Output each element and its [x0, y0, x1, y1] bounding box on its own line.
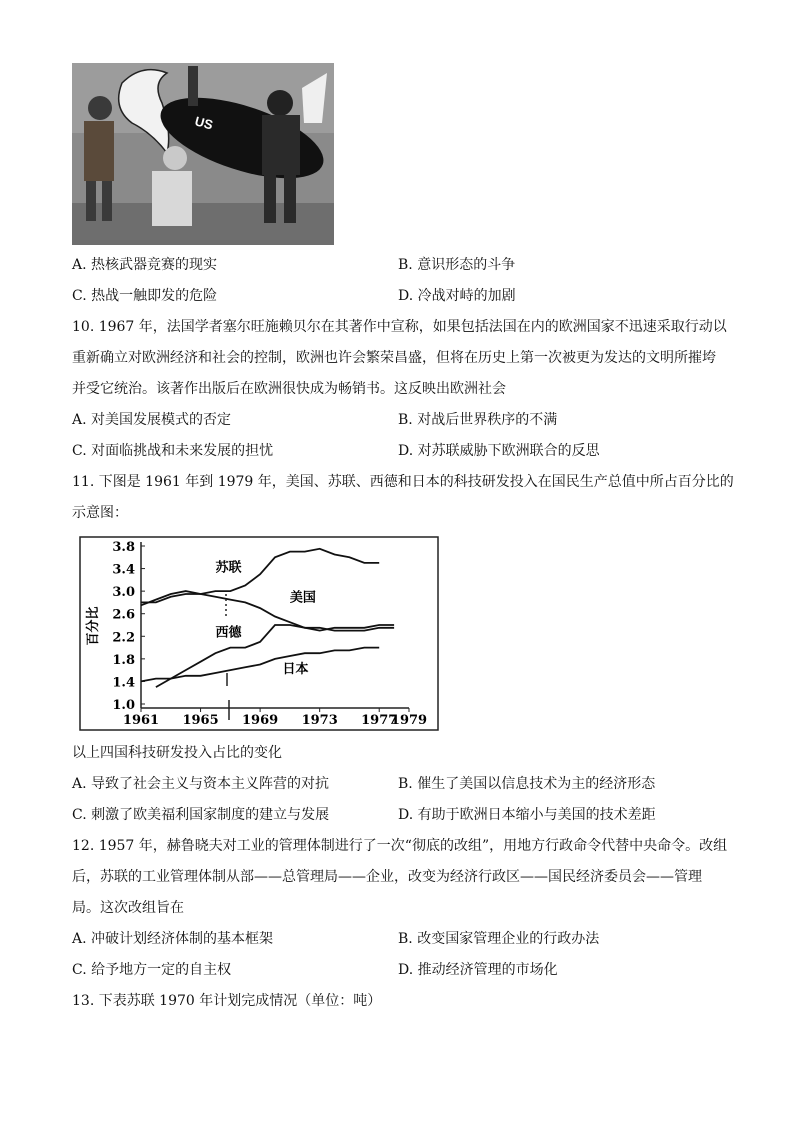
x-tick-label: 1969: [242, 713, 279, 728]
q12-stem-line-3: 局。这次改组旨在: [72, 900, 184, 916]
rd-spending-chart: [79, 536, 439, 731]
series-label: 美国: [289, 590, 316, 606]
y-tick-label: 1.8: [112, 652, 135, 668]
q11-stem-line-1: 11. 下图是 1961 年到 1979 年，美国、苏联、西德和日本的科技研发投入在国民生产总值中所占百分比的: [72, 474, 734, 490]
q12-stem-line-1: 12. 1957 年，赫鲁晓夫对工业的管理体制进行了一次“彻底的改组”，用地方行政命令代替中央命令。改组: [72, 838, 728, 854]
q11-option-d: D. 有助于欧洲日本缩小与美国的技术差距: [398, 807, 656, 823]
q10-stem-line-2: 重新确立对欧洲经济和社会的控制，欧洲也许会繁荣昌盛，但将在历史上第一次被更为发达的文明所摧垮: [72, 350, 716, 366]
bomb-label: US: [193, 113, 215, 133]
series-label: 西德: [215, 625, 242, 641]
q11-option-c: C. 刺激了欧美福利国家制度的建立与发展: [72, 807, 330, 823]
q12-option-a: A. 冲破计划经济体制的基本框架: [72, 931, 274, 947]
q11-option-a: A. 导致了社会主义与资本主义阵营的对抗: [72, 776, 330, 792]
q10-option-d: D. 对苏联威胁下欧洲联合的反思: [398, 443, 600, 459]
q10-option-a: A. 对美国发展模式的否定: [72, 412, 232, 428]
x-tick-label: 1961: [122, 713, 160, 728]
y-tick-label: 3.4: [112, 562, 135, 578]
y-tick-label: 1.4: [112, 675, 135, 691]
series-label: 苏联: [215, 560, 242, 576]
x-tick-label: 1965: [182, 713, 219, 728]
q9-option-a: A. 热核武器竞赛的现实: [72, 257, 218, 273]
x-tick-label: 1973: [301, 713, 338, 728]
y-tick-label: 3.8: [112, 540, 135, 555]
y-axis-label: 百分比: [86, 606, 101, 646]
q9-option-b: B. 意识形态的斗争: [398, 257, 516, 273]
y-tick-label: 2.2: [112, 630, 135, 646]
q12-option-d: D. 推动经济管理的市场化: [398, 962, 558, 978]
q11-after-text: 以上四国科技研发投入占比的变化: [72, 745, 282, 761]
q9-option-d: D. 冷战对峙的加剧: [398, 288, 516, 304]
q13-stem: 13. 下表苏联 1970 年计划完成情况（单位：吨）: [72, 993, 382, 1009]
y-tick-label: 1.0: [112, 698, 135, 713]
x-tick-label: 1979: [390, 713, 428, 728]
q10-stem-line-1: 10. 1967 年，法国学者塞尔旺施赖贝尔在其著作中宣称，如果包括法国在内的欧洲国家不迅速采取行动以: [72, 319, 727, 335]
q10-stem-line-3: 并受它统治。该著作出版后在欧洲很快成为畅销书。这反映出欧洲社会: [72, 381, 506, 397]
q12-option-c: C. 给予地方一定的自主权: [72, 962, 232, 978]
series-label: 日本: [282, 661, 309, 677]
q11-stem-line-2: 示意图：: [72, 505, 128, 521]
x-tick-label: 1977: [361, 713, 398, 728]
q10-option-c: C. 对面临挑战和未来发展的担忧: [72, 443, 274, 459]
cold-war-cartoon: [72, 63, 334, 245]
q9-option-c: C. 热战一触即发的危险: [72, 288, 218, 304]
q10-option-b: B. 对战后世界秩序的不满: [398, 412, 558, 428]
q11-option-b: B. 催生了美国以信息技术为主的经济形态: [398, 776, 656, 792]
y-tick-label: 3.0: [112, 585, 135, 601]
y-tick-label: 2.6: [112, 607, 135, 623]
q12-option-b: B. 改变国家管理企业的行政办法: [398, 931, 600, 947]
q12-stem-line-2: 后，苏联的工业管理体制从部——总管理局——企业，改变为经济行政区——国民经济委员会——管理: [72, 869, 702, 885]
